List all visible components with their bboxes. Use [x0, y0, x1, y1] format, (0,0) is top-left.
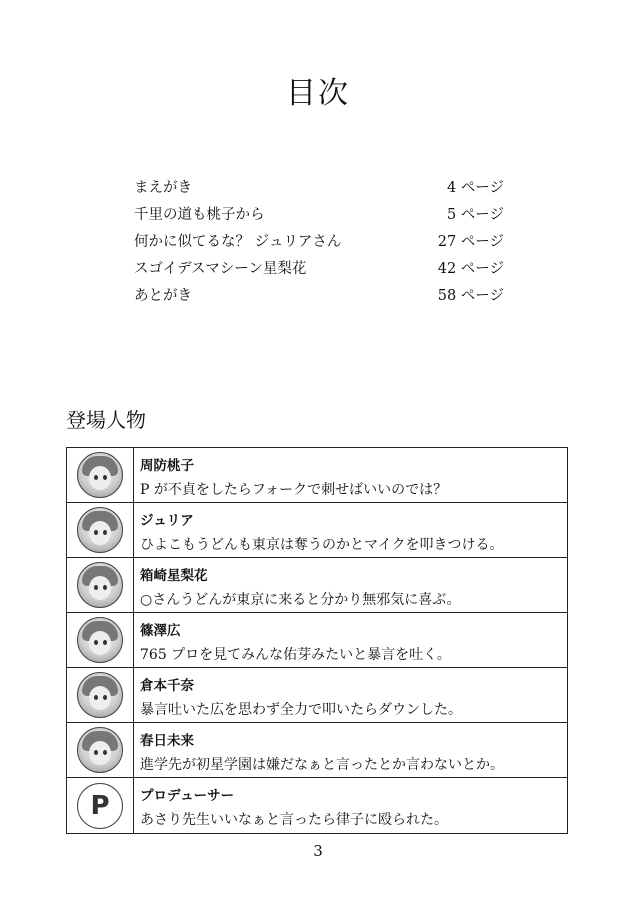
avatar-cell: [67, 668, 134, 722]
character-description: ひよこもうどんも東京は奪うのかとマイクを叩きつける。: [140, 537, 504, 553]
toc-entry-page: 27 ページ: [437, 234, 504, 250]
toc-entry: [134, 257, 504, 284]
cast-row: [67, 723, 567, 778]
text-cell: [134, 503, 567, 557]
toc-entry: [134, 176, 504, 203]
producer-logo-icon: P: [77, 783, 123, 829]
text-cell: [134, 778, 567, 833]
cast-row: [67, 613, 567, 668]
character-name: 春日未来: [140, 733, 194, 749]
avatar-cell: [67, 723, 134, 777]
character-name: プロデューサー: [140, 788, 235, 804]
toc-entry-page: 4 ページ: [446, 180, 504, 196]
character-description: ○さんうどんが東京に来ると分かり無邪気に喜ぶ。: [140, 592, 461, 608]
text-cell: [134, 723, 567, 777]
toc-title: 目次: [286, 76, 350, 111]
character-name: ジュリア: [140, 513, 194, 529]
character-name: 倉本千奈: [140, 678, 194, 694]
toc-entry-title: あとがき: [134, 288, 192, 304]
character-portrait-icon: [77, 727, 123, 773]
cast-row: [67, 503, 567, 558]
toc-entry: [134, 230, 504, 257]
character-description: 暴言吐いた広を思わず全力で叩いたらダウンした。: [140, 702, 462, 718]
character-portrait-icon: [77, 617, 123, 663]
cast-heading: 登場人物: [66, 408, 146, 432]
character-name: 周防桃子: [140, 458, 194, 474]
cast-row: [67, 558, 567, 613]
character-description: 進学先が初星学園は嫌だなぁと言ったとか言わないとか。: [140, 757, 504, 773]
text-cell: [134, 558, 567, 612]
character-portrait-icon: [77, 507, 123, 553]
cast-row: [67, 448, 567, 503]
avatar-cell: [67, 448, 134, 502]
character-name: 箱崎星梨花: [140, 568, 208, 584]
character-portrait-icon: [77, 562, 123, 608]
toc-entry-page: 42 ページ: [437, 261, 504, 277]
text-cell: [134, 668, 567, 722]
toc-entry-title: スゴイデスマシーン星梨花: [134, 261, 307, 277]
toc-entry-page: 58 ページ: [437, 288, 504, 304]
toc-entry-title: まえがき: [134, 180, 192, 196]
avatar-cell: [67, 778, 134, 833]
avatar-cell: [67, 503, 134, 557]
avatar-cell: [67, 613, 134, 667]
toc-entry: [134, 203, 504, 230]
character-portrait-icon: [77, 672, 123, 718]
toc-entry: [134, 284, 504, 311]
character-description: あさり先生いいなぁと言ったら律子に殴られた。: [140, 812, 448, 828]
cast-table: [66, 447, 568, 834]
character-description: P が不貞をしたらフォークで刺せばいいのでは？: [140, 482, 448, 498]
character-name: 篠澤広: [140, 623, 181, 639]
cast-row: [67, 668, 567, 723]
cast-row: [67, 778, 567, 833]
text-cell: [134, 448, 567, 502]
page-number: 3: [313, 842, 323, 860]
toc-entry-title: 何かに似てるな？ ジュリアさん: [134, 234, 342, 250]
toc-list: [134, 176, 504, 311]
character-description: 765 プロを見てみんな佑芽みたいと暴言を吐く。: [140, 647, 451, 663]
toc-entry-title: 千里の道も桃子から: [134, 207, 265, 223]
text-cell: [134, 613, 567, 667]
toc-entry-page: 5 ページ: [446, 207, 504, 223]
character-portrait-icon: [77, 452, 123, 498]
avatar-cell: [67, 558, 134, 612]
